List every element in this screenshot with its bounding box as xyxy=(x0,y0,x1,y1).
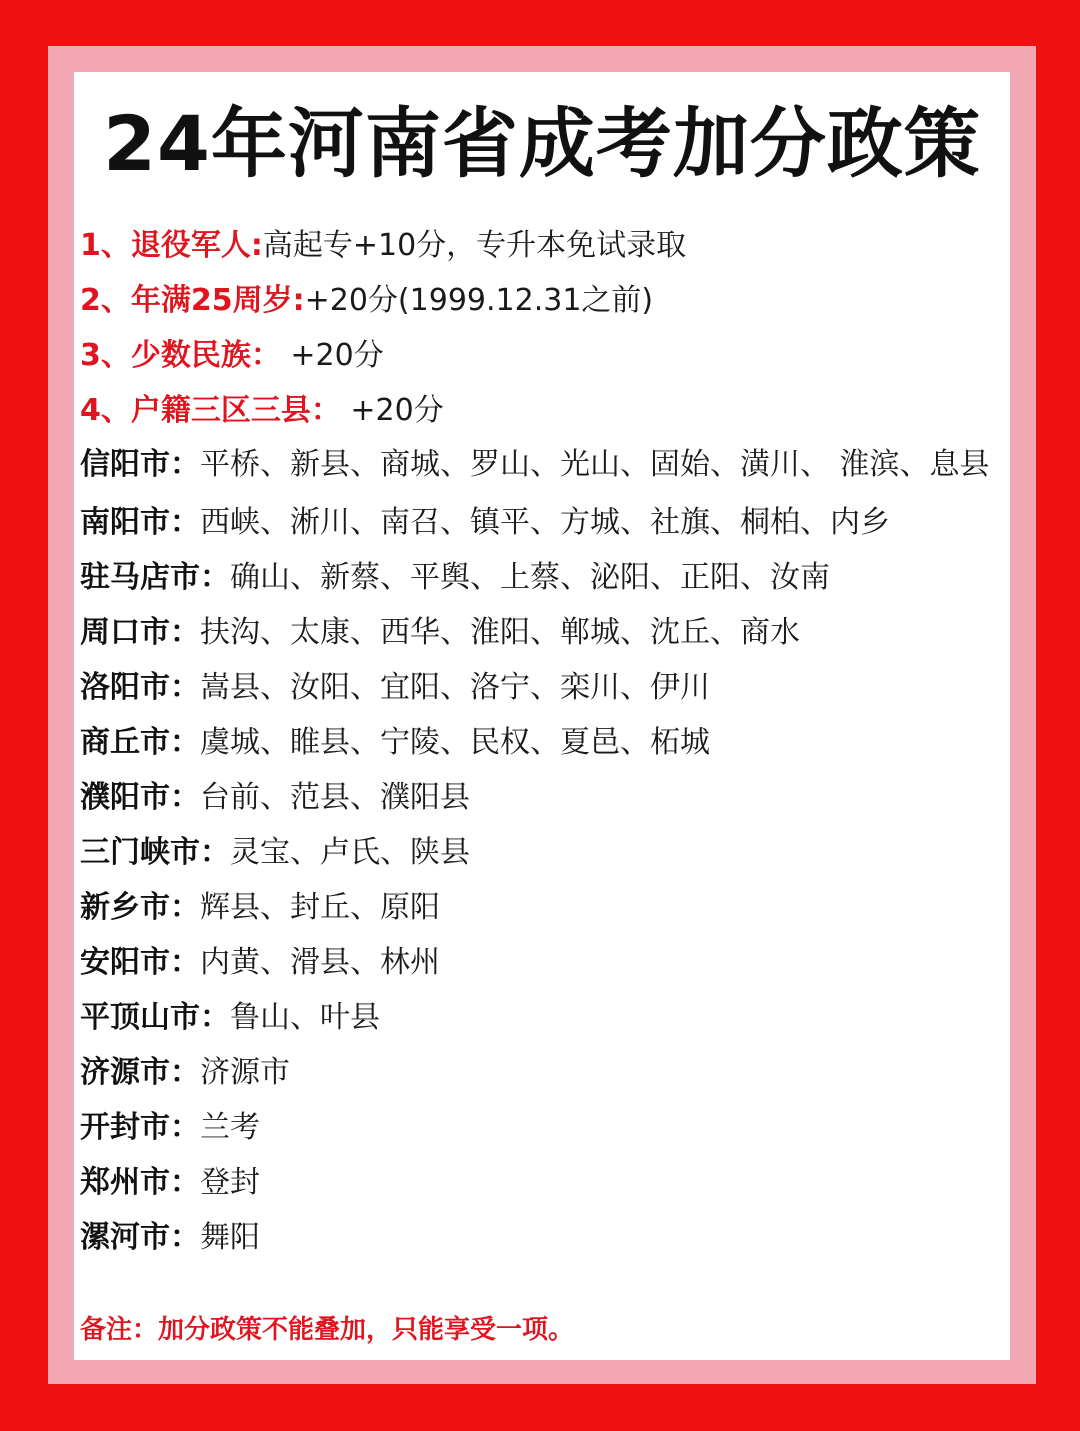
county-list: 确山、新蔡、平舆、上蔡、泌阳、正阳、汝南 xyxy=(230,560,830,595)
page-title: 24年河南省成考加分政策 xyxy=(103,99,981,188)
city-label: 商丘市： xyxy=(80,725,200,760)
county-list: 灵宝、卢氏、陕县 xyxy=(230,835,470,870)
county-list: 济源市 xyxy=(200,1055,290,1090)
city-row-puyang xyxy=(80,770,1000,825)
city-label: 三门峡市： xyxy=(80,835,230,870)
city-label: 漯河市： xyxy=(80,1220,200,1255)
city-label: 信阳市： xyxy=(80,447,200,482)
policy-item-age xyxy=(80,273,1000,328)
county-list: 内黄、滑县、林州 xyxy=(200,945,440,980)
city-label: 洛阳市： xyxy=(80,670,200,705)
city-label: 济源市： xyxy=(80,1055,200,1090)
city-label: 开封市： xyxy=(80,1110,200,1145)
county-list: 平桥、新县、商城、罗山、光山、固始、潢川、 淮滨、息县 xyxy=(200,447,990,482)
policy-value: +20分 xyxy=(290,338,384,373)
content-card xyxy=(74,72,1010,1360)
county-list: 辉县、封丘、原阳 xyxy=(200,890,440,925)
policy-value: +20分 xyxy=(350,393,444,428)
city-row-sanmenxia xyxy=(80,825,1000,880)
city-row-zhumadian xyxy=(80,550,1000,605)
county-list: 西峡、淅川、南召、镇平、方城、社旗、桐柏、内乡 xyxy=(200,505,890,540)
city-row-pingdingshan xyxy=(80,990,1000,1045)
content-body xyxy=(80,218,1000,1265)
city-label: 安阳市： xyxy=(80,945,200,980)
county-list: 兰考 xyxy=(200,1110,260,1145)
policy-label: 3、少数民族： xyxy=(80,338,281,373)
policy-value: +20分(1999.12.31之前) xyxy=(304,283,654,318)
city-row-jiyuan xyxy=(80,1045,1000,1100)
city-label: 平顶山市： xyxy=(80,1000,230,1035)
county-list: 扶沟、太康、西华、淮阳、郸城、沈丘、商水 xyxy=(200,615,800,650)
policy-value: 高起专+10分，专升本免试录取 xyxy=(262,228,687,263)
city-label: 郑州市： xyxy=(80,1165,200,1200)
city-row-xinyang xyxy=(80,442,1000,487)
city-row-nanyang xyxy=(80,495,1000,550)
city-row-shangqiu xyxy=(80,715,1000,770)
city-row-luohe xyxy=(80,1210,1000,1265)
county-list: 虞城、睢县、宁陵、民权、夏邑、柘城 xyxy=(200,725,710,760)
city-label: 濮阳市： xyxy=(80,780,200,815)
city-row-kaifeng xyxy=(80,1100,1000,1155)
policy-item-hukou xyxy=(80,383,1000,438)
policy-item-veterans xyxy=(80,218,1000,273)
county-list: 舞阳 xyxy=(200,1220,260,1255)
city-row-xinxiang xyxy=(80,880,1000,935)
policy-item-minority xyxy=(80,328,1000,383)
policy-label: 2、年满25周岁: xyxy=(80,283,305,318)
county-list: 台前、范县、濮阳县 xyxy=(200,780,470,815)
city-label: 新乡市： xyxy=(80,890,200,925)
city-row-zhoukou xyxy=(80,605,1000,660)
city-label: 南阳市： xyxy=(80,505,200,540)
city-row-zhengzhou xyxy=(80,1155,1000,1210)
policy-label: 1、退役军人: xyxy=(80,228,263,263)
county-list: 鲁山、叶县 xyxy=(230,1000,380,1035)
city-label: 驻马店市： xyxy=(80,560,230,595)
city-label: 周口市： xyxy=(80,615,200,650)
policy-label: 4、户籍三区三县： xyxy=(80,393,341,428)
county-list: 登封 xyxy=(200,1165,260,1200)
city-row-luoyang xyxy=(80,660,1000,715)
city-row-anyang xyxy=(80,935,1000,990)
footnote: 备注：加分政策不能叠加，只能享受一项。 xyxy=(80,1315,575,1345)
county-list: 嵩县、汝阳、宜阳、洛宁、栾川、伊川 xyxy=(200,670,710,705)
